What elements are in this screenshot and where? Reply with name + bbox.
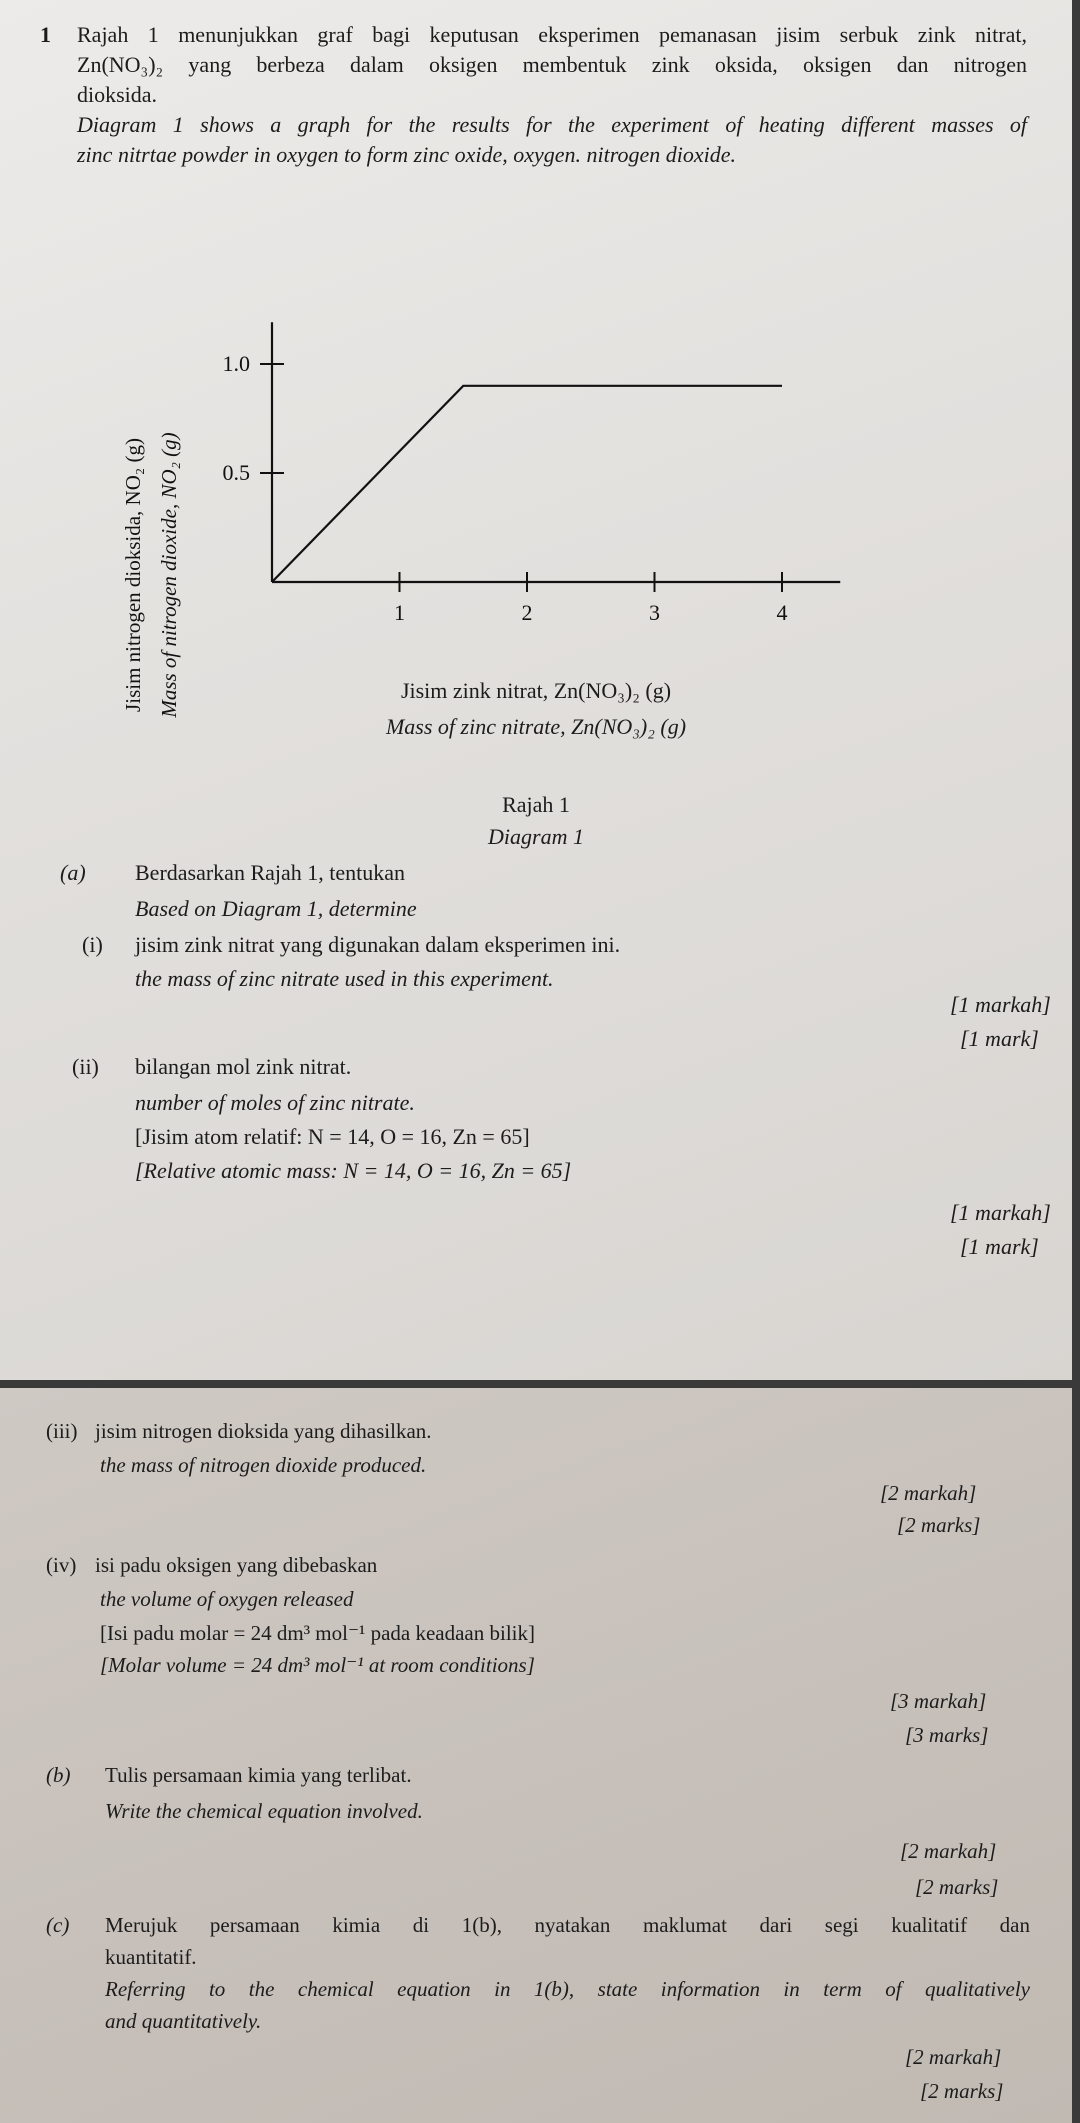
part-a-iii-en: the mass of nitrogen dioxide produced. <box>100 1453 427 1477</box>
x-axis-label-ms: Jisim zink nitrat, Zn(NO₃)₂ (g) <box>400 678 672 703</box>
intro-ms-line1: Rajah 1 menunjukkan graf bagi keputusan eksperimen pemanasan jisim serbuk zink nitrat, <box>77 22 1027 47</box>
intro-en-line1: Diagram 1 shows a graph for the results for the experiment of heating different masses of <box>77 112 1027 137</box>
intro-ms-line2: Zn(NO₃)₂ yang berbeza dalam oksigen membentuk zink oksida, oksigen dan nitrogen <box>77 52 1027 77</box>
part-c-marks-ms: [2 markah] <box>905 2045 1002 2069</box>
y-tick-label: 0.5 <box>222 460 250 485</box>
part-b-en: Write the chemical equation involved. <box>105 1799 423 1823</box>
part-a-ms: Berdasarkan Rajah 1, tentukan <box>135 860 406 885</box>
x-tick-label: 4 <box>776 600 788 625</box>
part-a-iii-marks-en: [2 marks] <box>897 1513 981 1537</box>
data-series-line <box>272 386 782 582</box>
part-c-en-line2: and quantitatively. <box>105 2009 262 2033</box>
part-a-en: Based on Diagram 1, determine <box>135 896 417 921</box>
part-a-iv-marks-ms: [3 markah] <box>890 1689 987 1713</box>
part-a-ii-marks-ms: [1 markah] <box>950 1200 1051 1225</box>
intro-ms-line3: dioksida. <box>77 82 158 107</box>
part-b-marks-en: [2 marks] <box>915 1875 999 1899</box>
part-a-ii-ms: bilangan mol zink nitrat. <box>135 1054 352 1079</box>
part-a-iv-note-en: [Molar volume = 24 dm³ mol⁻¹ at room conditions] <box>100 1653 535 1677</box>
diagram-caption-ms: Rajah 1 <box>502 792 570 817</box>
x-tick-label: 2 <box>521 600 533 625</box>
part-a-ii-ram-ms: [Jisim atom relatif: N = 14, O = 16, Zn = 65] <box>135 1124 530 1149</box>
part-a-iii-label: (iii) <box>46 1419 78 1443</box>
part-a-i-ms: jisim zink nitrat yang digunakan dalam eksperimen ini. <box>135 932 621 957</box>
part-a-i-en: the mass of zinc nitrate used in this experiment. <box>135 966 554 991</box>
part-a-iv-marks-en: [3 marks] <box>905 1723 989 1747</box>
part-a-ii-marks-en: [1 mark] <box>960 1234 1039 1259</box>
y-tick-label: 1.0 <box>222 351 250 376</box>
part-a-iv-en: the volume of oxygen released <box>100 1587 354 1611</box>
part-a-i-marks-ms: [1 markah] <box>950 992 1051 1017</box>
x-tick-label: 3 <box>649 600 660 625</box>
question-number: 1 <box>40 22 51 47</box>
x-tick-label: 1 <box>394 600 405 625</box>
part-b-label: (b) <box>46 1763 71 1787</box>
y-axis-label-en: Mass of nitrogen dioxide, NO₂ (g) <box>157 432 181 718</box>
part-a-iv-label: (iv) <box>46 1553 77 1577</box>
part-b-ms: Tulis persamaan kimia yang terlibat. <box>105 1763 412 1787</box>
part-a-label: (a) <box>60 860 86 885</box>
part-a-iv-note-ms: [Isi padu molar = 24 dm³ mol⁻¹ pada keadaan bilik] <box>100 1621 535 1645</box>
part-c-ms-line2: kuantitatif. <box>105 1945 197 1969</box>
part-c-ms-line1: Merujuk persamaan kimia di 1(b), nyatakan maklumat dari segi kualitatif dan <box>105 1913 1030 1937</box>
y-axis-label-ms: Jisim nitrogen dioksida, NO₂ (g) <box>121 438 145 712</box>
part-a-iv-ms: isi padu oksigen yang dibebaskan <box>95 1553 378 1577</box>
part-a-i-label: (i) <box>82 932 103 957</box>
part-c-marks-en: [2 marks] <box>920 2079 1004 2103</box>
part-a-ii-en: number of moles of zinc nitrate. <box>135 1090 415 1115</box>
part-a-ii-ram-en: [Relative atomic mass: N = 14, O = 16, Zn = 65] <box>135 1158 572 1183</box>
part-a-i-marks-en: [1 mark] <box>960 1026 1039 1051</box>
x-axis-label-en: Mass of zinc nitrate, Zn(NO₃)₂ (g) <box>385 714 687 739</box>
diagram-caption-en: Diagram 1 <box>488 824 584 849</box>
part-c-en-line1: Referring to the chemical equation in 1(b), state information in term of qualitatively <box>105 1977 1030 2001</box>
part-c-label: (c) <box>46 1913 70 1937</box>
part-a-ii-label: (ii) <box>72 1054 99 1079</box>
part-a-iii-marks-ms: [2 markah] <box>880 1481 977 1505</box>
intro-en-line2: zinc nitrtae powder in oxygen to form zinc oxide, oxygen. nitrogen dioxide. <box>77 142 737 167</box>
page-bottom-sheet <box>0 1388 1072 2123</box>
part-a-iii-ms: jisim nitrogen dioksida yang dihasilkan. <box>95 1419 432 1443</box>
part-b-marks-ms: [2 markah] <box>900 1839 997 1863</box>
